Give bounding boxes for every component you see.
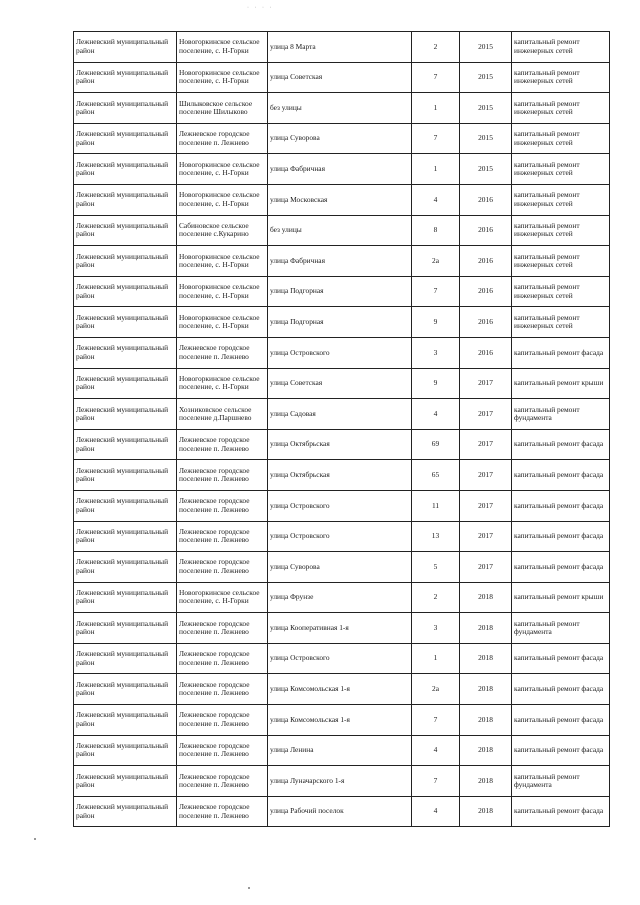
cell-year: 2017 [460,460,512,491]
cell-work-type: капитальный ремонт фасада [512,337,610,368]
cell-work-type: капитальный ремонт инженерных сетей [512,246,610,277]
table-row [74,521,610,552]
cell-house-number: 7 [412,766,460,797]
cell-house-number: 2 [412,32,460,63]
cell-house-number: 1 [412,93,460,124]
cell-settlement: Лежневское городское поселение п. Лежнево [177,123,268,154]
cell-settlement: Новогоркинское сельское поселение, с. Н-Горки [177,276,268,307]
table-row [74,613,610,644]
cell-settlement: Лежневское городское поселение п. Лежнево [177,796,268,827]
cell-work-type: капитальный ремонт фасада [512,674,610,705]
cell-street: улица Московская [268,184,412,215]
cell-district: Лежневский муниципальный район [74,796,177,827]
cell-street: улица Октябрьская [268,429,412,460]
cell-district: Лежневский муниципальный район [74,643,177,674]
cell-street: улица Подгорная [268,307,412,338]
cell-house-number: 4 [412,184,460,215]
cell-year: 2016 [460,276,512,307]
repair-schedule-table [73,31,610,827]
table-row [74,368,610,399]
cell-house-number: 2а [412,246,460,277]
table-row [74,582,610,613]
cell-settlement: Новогоркинское сельское поселение, с. Н-Горки [177,582,268,613]
cell-work-type: капитальный ремонт инженерных сетей [512,32,610,63]
cell-district: Лежневский муниципальный район [74,337,177,368]
cell-district: Лежневский муниципальный район [74,399,177,430]
cell-year: 2017 [460,521,512,552]
cell-work-type: капитальный ремонт крыши [512,582,610,613]
cell-street: улица Фабричная [268,154,412,185]
table-row [74,184,610,215]
cell-year: 2018 [460,705,512,736]
cell-street: улица Советская [268,62,412,93]
cell-district: Лежневский муниципальный район [74,582,177,613]
table-row [74,276,610,307]
cell-settlement: Новогоркинское сельское поселение, с. Н-Горки [177,62,268,93]
cell-settlement: Хозниковское сельское поселение д.Паршнево [177,399,268,430]
cell-district: Лежневский муниципальный район [74,613,177,644]
cell-house-number: 2 [412,582,460,613]
cell-district: Лежневский муниципальный район [74,490,177,521]
cell-street: улица Садовая [268,399,412,430]
table-row [74,123,610,154]
cell-settlement: Лежневское городское поселение п. Лежнево [177,337,268,368]
cell-district: Лежневский муниципальный район [74,674,177,705]
cell-house-number: 7 [412,705,460,736]
cell-work-type: капитальный ремонт фасада [512,460,610,491]
table-row [74,766,610,797]
cell-house-number: 3 [412,337,460,368]
cell-year: 2017 [460,429,512,460]
cell-street: улица Рабочий поселок [268,796,412,827]
cell-street: улица Фабричная [268,246,412,277]
table-row [74,705,610,736]
cell-street: улица Советская [268,368,412,399]
cell-street: улица Кооперативная 1-я [268,613,412,644]
cell-work-type: капитальный ремонт инженерных сетей [512,123,610,154]
cell-house-number: 1 [412,643,460,674]
cell-street: улица Комсомольская 1-я [268,674,412,705]
table-row [74,796,610,827]
cell-year: 2016 [460,307,512,338]
cell-district: Лежневский муниципальный район [74,215,177,246]
cell-work-type: капитальный ремонт фасада [512,429,610,460]
cell-district: Лежневский муниципальный район [74,32,177,63]
table-row [74,154,610,185]
cell-work-type: капитальный ремонт фасада [512,705,610,736]
cell-settlement: Новогоркинское сельское поселение, с. Н-Горки [177,32,268,63]
cell-house-number: 4 [412,796,460,827]
cell-year: 2017 [460,368,512,399]
cell-street: без улицы [268,215,412,246]
cell-work-type: капитальный ремонт фасада [512,521,610,552]
cell-house-number: 7 [412,123,460,154]
cell-settlement: Новогоркинское сельское поселение, с. Н-Горки [177,184,268,215]
cell-district: Лежневский муниципальный район [74,62,177,93]
cell-year: 2018 [460,613,512,644]
cell-settlement: Новогоркинское сельское поселение, с. Н-Горки [177,154,268,185]
cell-house-number: 4 [412,399,460,430]
cell-district: Лежневский муниципальный район [74,460,177,491]
cell-settlement: Лежневское городское поселение п. Лежнево [177,643,268,674]
cell-year: 2015 [460,123,512,154]
cell-house-number: 4 [412,735,460,766]
cell-work-type: капитальный ремонт инженерных сетей [512,215,610,246]
cell-house-number: 8 [412,215,460,246]
cell-district: Лежневский муниципальный район [74,154,177,185]
cell-district: Лежневский муниципальный район [74,552,177,583]
cell-street: улица Фрунзе [268,582,412,613]
cell-settlement: Лежневское городское поселение п. Лежнево [177,613,268,644]
cell-district: Лежневский муниципальный район [74,246,177,277]
table-row [74,93,610,124]
table-row [74,62,610,93]
cell-house-number: 1 [412,154,460,185]
cell-district: Лежневский муниципальный район [74,184,177,215]
cell-settlement: Новогоркинское сельское поселение, с. Н-Горки [177,246,268,277]
cell-year: 2017 [460,490,512,521]
cell-year: 2016 [460,246,512,277]
cell-street: улица Подгорная [268,276,412,307]
cell-street: улица Октябрьская [268,460,412,491]
cell-settlement: Сабиновское сельское поселение с.Кукарино [177,215,268,246]
cell-year: 2015 [460,154,512,185]
cell-settlement: Лежневское городское поселение п. Лежнево [177,490,268,521]
cell-year: 2018 [460,582,512,613]
cell-settlement: Новогоркинское сельское поселение, с. Н-Горки [177,307,268,338]
cell-work-type: капитальный ремонт инженерных сетей [512,184,610,215]
cell-street: улица Луначарского 1-я [268,766,412,797]
cell-house-number: 11 [412,490,460,521]
cell-district: Лежневский муниципальный район [74,429,177,460]
cell-settlement: Лежневское городское поселение п. Лежнево [177,766,268,797]
cell-district: Лежневский муниципальный район [74,93,177,124]
cell-work-type: капитальный ремонт инженерных сетей [512,62,610,93]
cell-street: улица 8 Марта [268,32,412,63]
cell-work-type: капитальный ремонт фундамента [512,399,610,430]
cell-work-type: капитальный ремонт инженерных сетей [512,93,610,124]
cell-district: Лежневский муниципальный район [74,705,177,736]
cell-settlement: Лежневское городское поселение п. Лежнево [177,460,268,491]
cell-district: Лежневский муниципальный район [74,766,177,797]
cell-settlement: Лежневское городское поселение п. Лежнево [177,429,268,460]
cell-year: 2018 [460,766,512,797]
cell-house-number: 13 [412,521,460,552]
cell-street: улица Суворова [268,552,412,583]
cell-work-type: капитальный ремонт инженерных сетей [512,276,610,307]
cell-year: 2015 [460,93,512,124]
cell-work-type: капитальный ремонт фундамента [512,766,610,797]
cell-street: улица Островского [268,643,412,674]
table-row [74,32,610,63]
table-row [74,307,610,338]
cell-work-type: капитальный ремонт крыши [512,368,610,399]
table-row [74,674,610,705]
cell-street: улица Островского [268,521,412,552]
table-row [74,735,610,766]
cell-work-type: капитальный ремонт фасада [512,552,610,583]
cell-district: Лежневский муниципальный район [74,368,177,399]
scan-artifact: · · · · [247,5,274,11]
cell-district: Лежневский муниципальный район [74,276,177,307]
cell-district: Лежневский муниципальный район [74,735,177,766]
cell-house-number: 7 [412,276,460,307]
cell-district: Лежневский муниципальный район [74,521,177,552]
scan-speck [248,887,250,889]
cell-street: улица Ленина [268,735,412,766]
table-row [74,460,610,491]
cell-year: 2018 [460,643,512,674]
cell-house-number: 9 [412,368,460,399]
cell-work-type: капитальный ремонт инженерных сетей [512,154,610,185]
table-body [74,32,610,827]
cell-settlement: Шилыковское сельское поселение Шилыково [177,93,268,124]
table-row [74,552,610,583]
cell-street: улица Комсомольская 1-я [268,705,412,736]
cell-settlement: Новогоркинское сельское поселение, с. Н-Горки [177,368,268,399]
cell-work-type: капитальный ремонт фундамента [512,613,610,644]
cell-house-number: 9 [412,307,460,338]
cell-house-number: 65 [412,460,460,491]
cell-year: 2015 [460,62,512,93]
cell-work-type: капитальный ремонт инженерных сетей [512,307,610,338]
cell-year: 2015 [460,32,512,63]
cell-district: Лежневский муниципальный район [74,307,177,338]
table-row [74,429,610,460]
cell-year: 2016 [460,215,512,246]
table-row [74,399,610,430]
cell-settlement: Лежневское городское поселение п. Лежнево [177,521,268,552]
cell-house-number: 3 [412,613,460,644]
cell-year: 2017 [460,552,512,583]
cell-year: 2018 [460,735,512,766]
table-row [74,215,610,246]
cell-year: 2016 [460,337,512,368]
table-row [74,490,610,521]
cell-house-number: 2а [412,674,460,705]
table-row [74,643,610,674]
cell-work-type: капитальный ремонт фасада [512,796,610,827]
cell-street: улица Суворова [268,123,412,154]
cell-year: 2018 [460,674,512,705]
cell-house-number: 69 [412,429,460,460]
cell-year: 2016 [460,184,512,215]
table-row [74,337,610,368]
cell-year: 2017 [460,399,512,430]
cell-settlement: Лежневское городское поселение п. Лежнево [177,552,268,583]
cell-street: без улицы [268,93,412,124]
cell-street: улица Островского [268,490,412,521]
cell-settlement: Лежневское городское поселение п. Лежнево [177,674,268,705]
cell-year: 2018 [460,796,512,827]
cell-settlement: Лежневское городское поселение п. Лежнево [177,735,268,766]
cell-street: улица Островского [268,337,412,368]
cell-district: Лежневский муниципальный район [74,123,177,154]
scan-speck [34,838,36,840]
table-row [74,246,610,277]
cell-house-number: 5 [412,552,460,583]
cell-work-type: капитальный ремонт фасада [512,643,610,674]
cell-work-type: капитальный ремонт фасада [512,490,610,521]
cell-work-type: капитальный ремонт фасада [512,735,610,766]
cell-settlement: Лежневское городское поселение п. Лежнево [177,705,268,736]
cell-house-number: 7 [412,62,460,93]
